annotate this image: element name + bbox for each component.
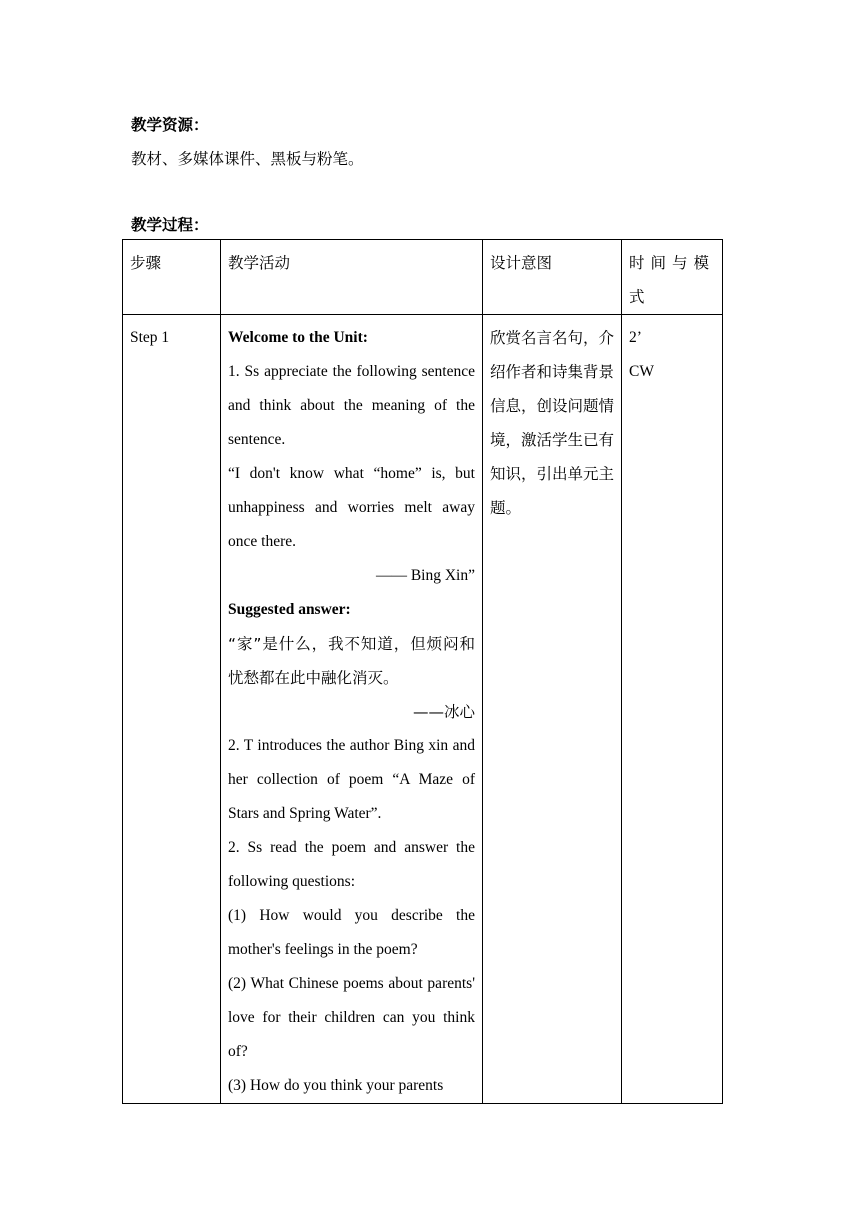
header-intent: 设计意图 (483, 240, 622, 315)
answer-author: ——冰心 (412, 703, 475, 721)
activity-item-1: 1. Ss appreciate the following sentence and think about the meaning of the sentence. (228, 363, 475, 448)
intent-cell: 欣赏名言名句，介绍作者和诗集背景信息，创设问题情境，激活学生已有知识，引出单元主题。 (483, 315, 622, 1104)
suggested-answer-text: “家”是什么，我不知道，但烦闷和忧愁都在此中融化消灭。 (228, 635, 475, 687)
header-activity: 教学活动 (221, 240, 483, 315)
activity-title: Welcome to the Unit: (228, 329, 368, 346)
quote-author: —— Bing Xin” (375, 567, 475, 584)
mode-value: CW (629, 363, 654, 380)
activity-item-2a: 2. T introduces the author Bing xin and her collection of poem “A Maze of Stars and Spring Water”. (228, 737, 475, 822)
table-row (123, 315, 723, 1104)
header-time-mode: 时间与模式 (622, 240, 723, 315)
step-cell: Step 1 (123, 315, 221, 1104)
resources-text: 教材、多媒体课件、黑板与粉笔。 (131, 150, 364, 168)
quote-text: “I don't know what “home” is, but unhappiness and worries melt away once there. (228, 465, 475, 550)
resources-heading: 教学资源： (131, 116, 209, 134)
question-1: (1) How would you describe the mother's feelings in the poem? (228, 907, 475, 958)
header-step: 步骤 (123, 240, 221, 315)
question-3: (3) How do you think your parents (228, 1077, 444, 1094)
process-heading: 教学过程： (131, 216, 209, 234)
teaching-process-table (122, 239, 723, 1104)
suggested-answer-label: Suggested answer: (228, 601, 351, 618)
time-value: 2’ (629, 329, 642, 346)
question-2: (2) What Chinese poems about parents' love for their children can you think of? (228, 975, 475, 1060)
time-mode-cell (622, 315, 723, 1104)
activity-item-2b: 2. Ss read the poem and answer the following questions: (228, 839, 475, 890)
table-header-row (123, 240, 723, 315)
activity-cell (221, 315, 483, 1104)
